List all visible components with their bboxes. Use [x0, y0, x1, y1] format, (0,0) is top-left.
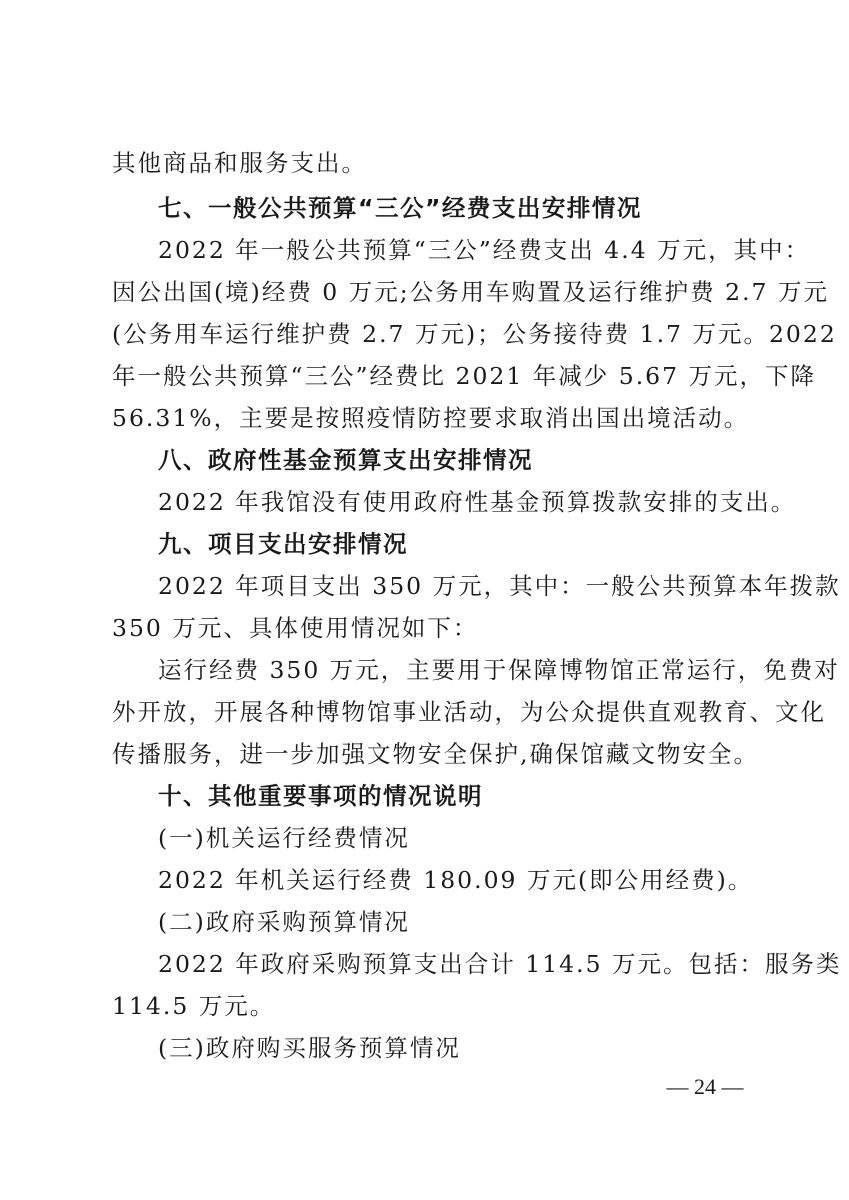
- paragraph-line: 56.31%，主要是按照疫情防控要求取消出国出境活动。: [112, 404, 750, 432]
- paragraph-line: 其他商品和服务支出。: [112, 149, 367, 177]
- paragraph-line: 因公出国(境)经费 0 万元;公务用车购置及运行维护费 2.7 万元: [112, 278, 829, 306]
- paragraph-line: 传播服务，进一步加强文物安全保护,确保馆藏文物安全。: [112, 740, 759, 768]
- subsection-heading: (二)政府采购预算情况: [158, 908, 410, 936]
- paragraph-line: 350 万元、具体使用情况如下：: [112, 614, 479, 642]
- section-heading-10: 十、其他重要事项的情况说明: [158, 782, 483, 810]
- paragraph-line: 外开放，开展各种博物馆事业活动，为公众提供直观教育、文化: [112, 698, 826, 726]
- paragraph-line: 114.5 万元。: [112, 992, 276, 1020]
- paragraph-line: 运行经费 350 万元，主要用于保障博物馆正常运行，免费对: [158, 656, 840, 684]
- paragraph-line: 2022 年我馆没有使用政府性基金预算拨款安排的支出。: [158, 488, 797, 516]
- section-heading-9: 九、项目支出安排情况: [158, 530, 408, 558]
- paragraph-line: (公务用车运行维护费 2.7 万元)；公务接待费 1.7 万元。2022: [112, 320, 837, 348]
- paragraph-line: 2022 年政府采购预算支出合计 114.5 万元。包括：服务类: [158, 950, 842, 978]
- paragraph-line: 年一般公共预算“三公”经费比 2021 年减少 5.67 万元，下降: [112, 362, 817, 390]
- paragraph-line: 2022 年机关运行经费 180.09 万元(即公用经费)。: [158, 866, 754, 894]
- paragraph-line: 2022 年一般公共预算“三公”经费支出 4.4 万元，其中：: [158, 236, 811, 264]
- section-heading-8: 八、政府性基金预算支出安排情况: [158, 446, 533, 474]
- subsection-heading: (一)机关运行经费情况: [158, 824, 410, 852]
- paragraph-line: 2022 年项目支出 350 万元，其中：一般公共预算本年拨款: [158, 572, 841, 600]
- section-heading-7: 七、一般公共预算“三公”经费支出安排情况: [158, 194, 642, 222]
- subsection-heading: (三)政府购买服务预算情况: [158, 1034, 461, 1062]
- page-number: — 24 —: [666, 1074, 744, 1099]
